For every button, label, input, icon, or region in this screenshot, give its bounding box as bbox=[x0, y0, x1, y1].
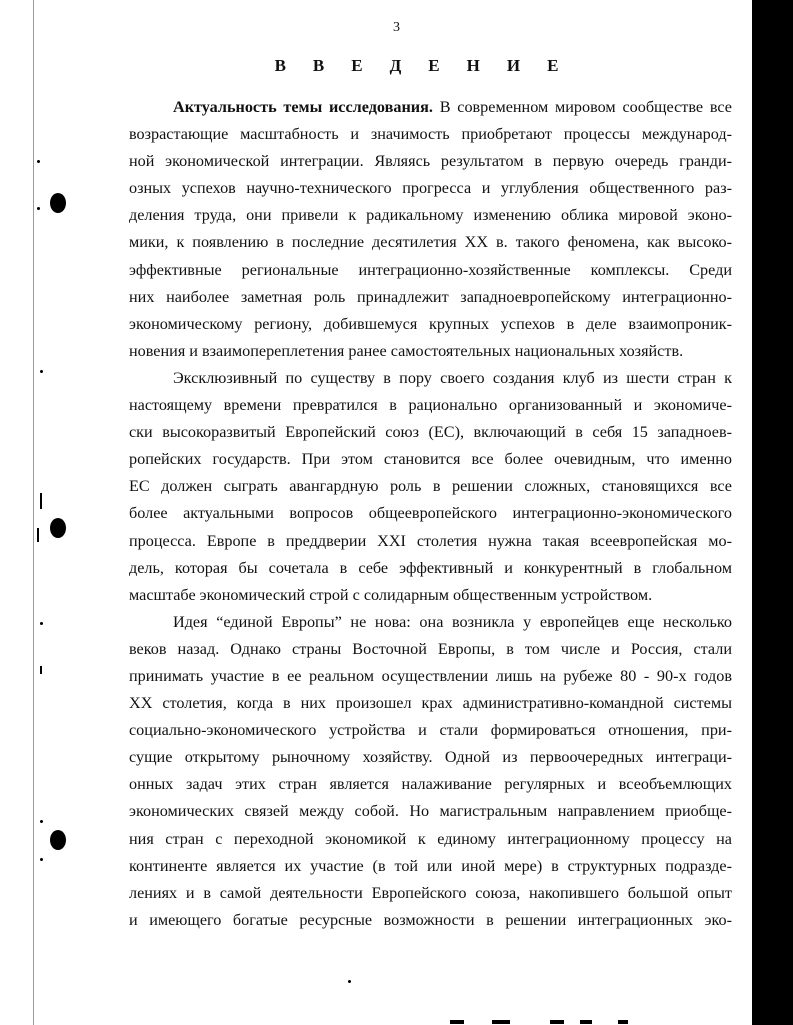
scan-mark bbox=[580, 1020, 592, 1024]
text-line: ЕС должен сыграть авангардную роль в решении сложных, становящихся все bbox=[129, 477, 732, 496]
text-line: XX столетия, когда в них произошел крах административно-командной системы bbox=[129, 694, 732, 713]
text-line: принимать участие в ее реальном осуществлении лишь на рубеже 80 - 90-х годов bbox=[129, 666, 732, 685]
scan-tick bbox=[40, 493, 42, 509]
text-line: экономическому региону, добившемуся крупных успехов в деле взаимопроник- bbox=[129, 314, 732, 333]
scan-bottom-marks bbox=[450, 1018, 650, 1025]
text-line: социально-экономического устройства и стали формироваться отношения, при- bbox=[129, 721, 732, 740]
text-line: возрастающие масштабность и значимость приобретают процессы международ- bbox=[129, 125, 732, 144]
text-line: них наиболее заметная роль принадлежит западноевропейскому интеграционно- bbox=[129, 287, 732, 306]
paragraph-3 bbox=[129, 609, 732, 934]
text-line: настоящему времени превратился в рационально организованный и экономиче- bbox=[129, 396, 732, 415]
punch-hole-middle bbox=[50, 518, 66, 538]
text-line: Эксклюзивный по существу в пору своего создания клуб из шести стран к bbox=[173, 368, 732, 387]
scan-mark bbox=[492, 1020, 510, 1024]
text-line: веков назад. Однако страны Восточной Европы, в том числе и Россия, стали bbox=[129, 639, 732, 658]
paragraph-2 bbox=[129, 365, 732, 609]
text-line: новения и взаимопереплетения ранее самостоятельных национальных хозяйств. bbox=[129, 341, 684, 360]
scan-speck bbox=[348, 980, 351, 983]
scan-mark bbox=[618, 1020, 628, 1024]
text-line: деления труда, они привели к радикальному изменению облика мировой эконо- bbox=[129, 206, 732, 225]
scan-mark bbox=[450, 1020, 464, 1024]
scan-left-edge bbox=[33, 0, 34, 1025]
text-line: лениях и в самой деятельности Европейского союза, накопившего большой опыт bbox=[129, 883, 732, 902]
text-line: эффективные региональные интеграционно-хозяйственные комплексы. Среди bbox=[129, 260, 732, 279]
scan-mark bbox=[550, 1020, 564, 1024]
text-line: масштабе экономический строй с солидарным общественным устройством. bbox=[129, 585, 653, 604]
punch-hole-top bbox=[50, 193, 66, 213]
scan-speck bbox=[37, 160, 40, 163]
text-line: ски высокоразвитый Европейский союз (ЕС), включающий в себя 15 западноев- bbox=[129, 423, 732, 442]
text-line: мики, к появлению в последние десятилетия XX в. такого феномена, как высоко- bbox=[129, 233, 732, 252]
text-line: Актуальность темы исследования. В современном мировом сообществе все bbox=[173, 98, 732, 116]
section-heading: ВВЕДЕНИЕ bbox=[274, 56, 586, 75]
scan-speck bbox=[37, 207, 40, 210]
text-line: континенте является их участие (в той или иной мере) в структурных подразде- bbox=[129, 856, 732, 875]
body-text bbox=[129, 94, 732, 934]
paragraph-1 bbox=[129, 94, 732, 365]
text-line: экономических связей между собой. Но магистральным направлением приобще- bbox=[129, 802, 732, 821]
text-line: онных задач этих стран является налаживание регулярных и всеобъемлющих bbox=[129, 775, 732, 794]
scan-speck bbox=[40, 622, 43, 625]
lead-in-phrase: Актуальность темы исследования. bbox=[173, 98, 433, 116]
scan-right-edge bbox=[752, 0, 793, 1025]
text-line: озных успехов научно-технического прогресса и углубления общественного раз- bbox=[129, 179, 732, 198]
text-line: дель, которая бы сочетала в себе эффективный и конкурентный в глобальном bbox=[129, 558, 732, 577]
scan-speck bbox=[40, 370, 43, 373]
scan-speck bbox=[40, 858, 43, 861]
text-line: ния стран с переходной экономикой к единому интеграционному процессу на bbox=[129, 829, 732, 848]
page-number: 3 bbox=[393, 20, 400, 35]
text-line: сущие открытому рыночному хозяйству. Одной из первоочередных интеграци- bbox=[129, 748, 732, 767]
text-line: и имеющего богатые ресурсные возможности в решении интеграционных эко- bbox=[129, 910, 732, 929]
scan-speck bbox=[40, 820, 43, 823]
text-line: более актуальными вопросов общеевропейского интеграционно-экономического bbox=[129, 504, 732, 523]
scan-tick bbox=[40, 666, 42, 674]
text-line: процесса. Европе в преддверии XXI столетия нужна такая всеевропейская мо- bbox=[129, 531, 732, 550]
text-line: Идея “единой Европы” не нова: она возникла у европейцев еще несколько bbox=[173, 612, 732, 631]
text-line: ропейских государств. При этом становится все более очевидным, что именно bbox=[129, 450, 732, 469]
punch-hole-bottom bbox=[50, 830, 66, 850]
text-line: ной экономической интеграции. Являясь результатом в первую очередь гранди- bbox=[129, 152, 732, 171]
scan-tick bbox=[37, 528, 39, 542]
